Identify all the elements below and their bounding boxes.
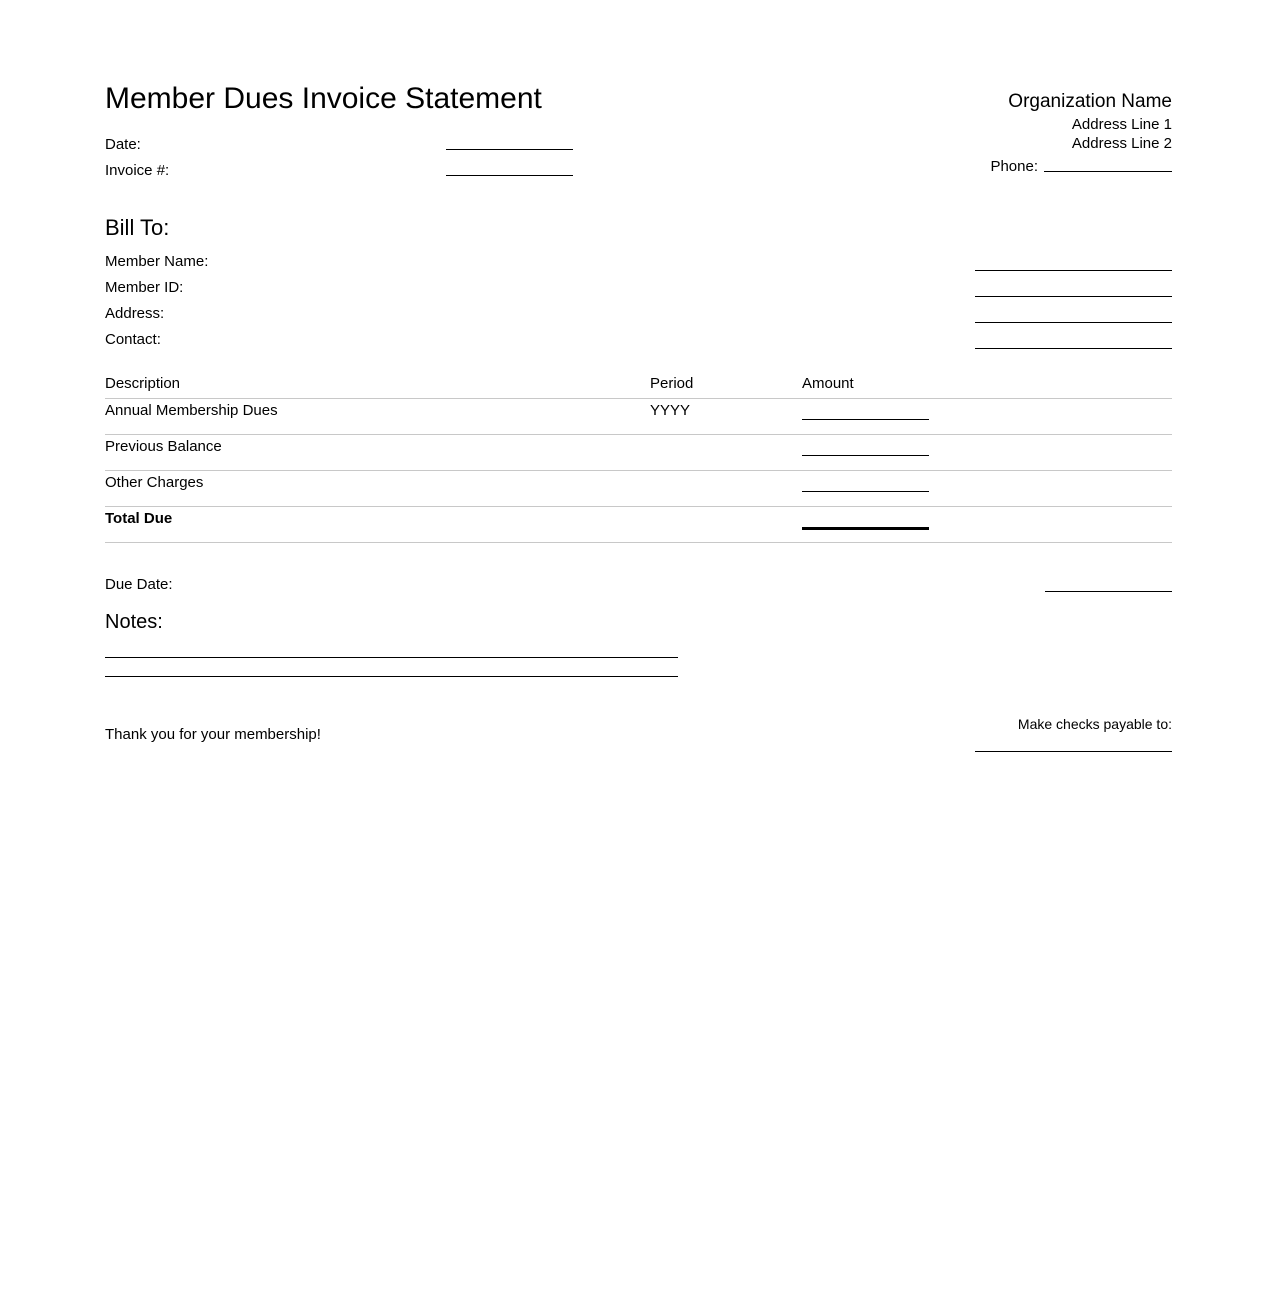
table-row: [105, 399, 1172, 435]
row-description-other-charges: Other Charges: [105, 474, 204, 491]
thank-you-message: Thank you for your membership!: [105, 726, 321, 743]
due-date-label: Due Date:: [105, 576, 173, 593]
invoice-number-label: Invoice #:: [105, 162, 170, 179]
row-amount-field-other-charges[interactable]: [802, 491, 929, 492]
bill-to-member-id-row: [975, 275, 1172, 301]
notes-field-line-1[interactable]: [105, 657, 678, 658]
bill-to-fields: [975, 249, 1172, 353]
column-header-description: Description: [105, 375, 181, 392]
bill-to-contact-label: Contact:: [105, 331, 161, 348]
bill-to-member-name-field[interactable]: [975, 270, 1172, 271]
notes-field-line-2[interactable]: [105, 676, 678, 677]
bill-to-contact-row: [975, 327, 1172, 353]
bill-to-heading: Bill To:: [105, 215, 170, 240]
bill-to-address-label: Address:: [105, 305, 165, 322]
notes-heading: Notes:: [105, 611, 163, 633]
row-description-previous-balance: Previous Balance: [105, 438, 222, 455]
column-header-period: Period: [650, 375, 694, 392]
row-description-annual-dues: Annual Membership Dues: [105, 402, 278, 419]
bill-to-member-id-field[interactable]: [975, 296, 1172, 297]
page-title: Member Dues Invoice Statement: [105, 82, 542, 115]
row-amount-field-total-due[interactable]: [802, 527, 929, 530]
row-period-annual-dues: YYYY: [650, 402, 691, 419]
bill-to-address-field[interactable]: [975, 322, 1172, 323]
organization-phone-field[interactable]: [1044, 171, 1172, 172]
organization-address-line-2: Address Line 2: [1071, 135, 1172, 152]
bill-to-labels: [105, 249, 208, 353]
invoice-date-field[interactable]: [446, 149, 573, 150]
organization-block: [990, 89, 1172, 176]
row-amount-field-previous-balance[interactable]: [802, 455, 929, 456]
table-row: [105, 435, 1172, 471]
make-checks-payable-field[interactable]: [975, 751, 1172, 752]
organization-address-line-1: Address Line 1: [1071, 116, 1172, 133]
invoice-meta: [105, 128, 575, 180]
bill-to-contact-field[interactable]: [975, 348, 1172, 349]
table-row: [105, 471, 1172, 507]
invoice-number-row: [105, 154, 575, 180]
bill-to-member-name-label: Member Name:: [105, 253, 209, 270]
row-amount-field-annual-dues[interactable]: [802, 419, 929, 420]
line-items-table: [105, 372, 1172, 543]
organization-phone-label: Phone:: [990, 158, 1038, 175]
bill-to-member-name-row: [975, 249, 1172, 275]
invoice-number-field[interactable]: [446, 175, 573, 176]
invoice-date-row: [105, 128, 575, 154]
table-row-total: [105, 507, 1172, 543]
table-header-row: [105, 372, 1172, 399]
bill-to-address-row: [975, 301, 1172, 327]
organization-phone-row: [990, 157, 1172, 176]
column-header-amount: Amount: [802, 375, 854, 392]
bill-to-member-id-label: Member ID:: [105, 279, 184, 296]
row-description-total-due: Total Due: [105, 510, 173, 527]
invoice-date-label: Date:: [105, 136, 141, 153]
organization-name: Organization Name: [1008, 91, 1172, 112]
due-date-field[interactable]: [1045, 591, 1172, 592]
make-checks-payable-label: Make checks payable to:: [1017, 716, 1172, 732]
